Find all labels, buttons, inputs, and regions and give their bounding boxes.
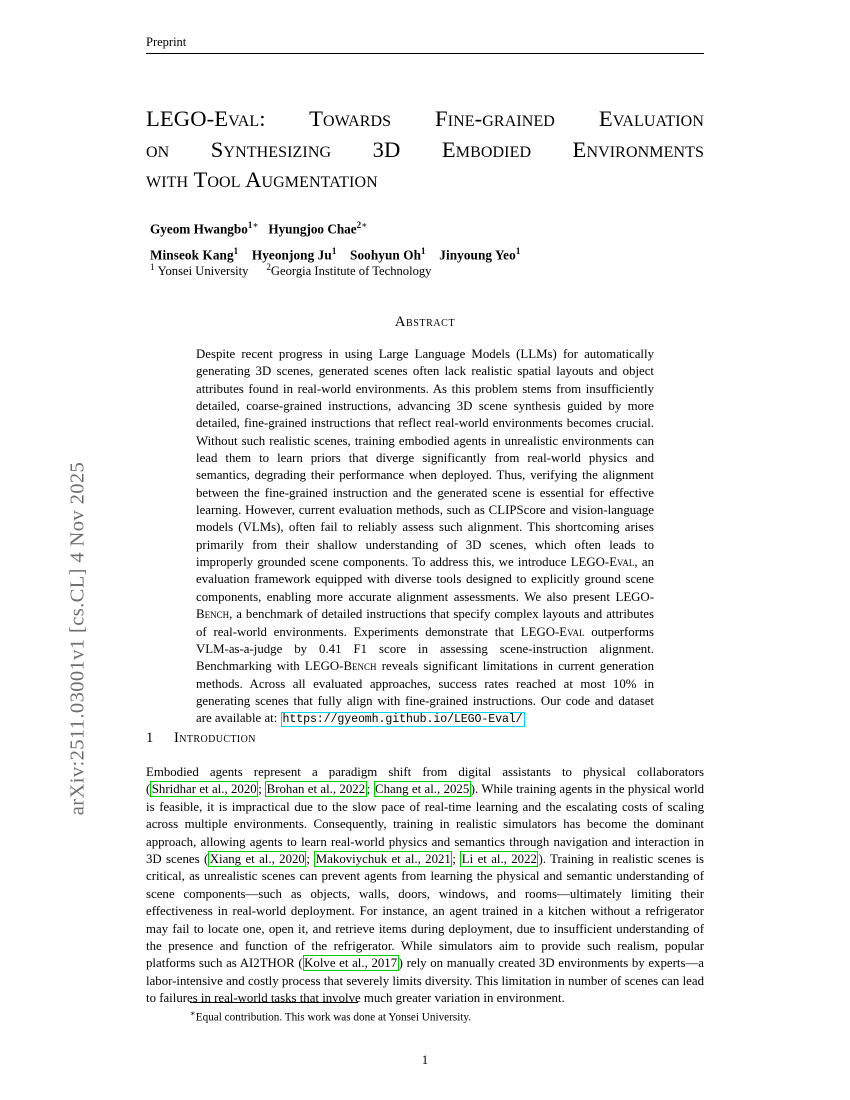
citation-separator: ;	[258, 782, 266, 797]
project-url-link[interactable]: https://gyeomh.github.io/LEGO-Eval/	[282, 713, 523, 727]
body-text-part: ) rely on manually created 3D environments by experts—a labor-intensive and costly process that severely limits diversity. This limitation in number of scenes can lead to failures in real-world tasks that involve much greater variation in environment.	[146, 956, 704, 1006]
page-number: 1	[421, 1053, 429, 1067]
title-line-2: on Synthesizing 3D Embodied Environments	[146, 136, 704, 162]
abstract-heading: Abstract	[394, 314, 456, 330]
citation-link[interactable]: Brohan et al., 2022	[266, 782, 366, 797]
author-name: Minseok Kang	[150, 247, 234, 263]
author-star-marker: ∗	[252, 220, 259, 230]
affiliation-list	[150, 258, 704, 280]
citation-link[interactable]: Shridhar et al., 2020	[151, 782, 257, 797]
abstract-text-part: reveals significant limitations in current generation methods. Across all evaluated approaches, success rates reached at most 10% in generating scenes that fully align with fine-grained instructions. Our code and dataset are available at:	[196, 659, 654, 726]
page-title	[146, 104, 704, 196]
author-name: Soohyun Oh	[350, 247, 422, 263]
body-text-part: ). While training agents in the physical world is feasible, it is impractical due to the slow pace of real-time learning and the escalating costs of scaling across multiple environments. Consequently, training in realistic simulators has become the dominant approach, allowing agents to learn real-world physics and semantics through navigation and interaction in 3D scenes (	[146, 782, 705, 867]
footnote-marker: ∗	[190, 1008, 196, 1018]
benchmark-name: LEGO-Bench	[304, 659, 377, 674]
citation-separator: ;	[452, 852, 461, 867]
citation-link[interactable]: Chang et al., 2025	[375, 782, 470, 797]
affiliation-marker: 1	[150, 262, 155, 272]
author-affil-marker: 1	[515, 246, 521, 257]
author-name: Hyeonjong Ju	[251, 247, 332, 263]
abstract-text-part: outperforms VLM-as-a-judge by 0.41 F1 score in assessing scene-instruction alignment. Benchmarking with	[196, 624, 654, 674]
paper-page	[146, 0, 704, 1100]
citation-link[interactable]: Kolve et al., 2017	[304, 956, 398, 971]
title-line-1: LEGO-Eval: Towards Fine-grained Evaluation	[146, 106, 704, 131]
abstract-body	[196, 346, 654, 729]
section-heading-introduction	[146, 730, 704, 747]
citation-separator: ;	[366, 782, 374, 797]
author-star-marker: ∗	[361, 220, 368, 230]
arxiv-stamp: arXiv:2511.03001v1 [cs.CL] 4 Nov 2025	[66, 461, 89, 816]
citation-link[interactable]: Xiang et al., 2020	[209, 852, 305, 867]
affiliation-name: Georgia Institute of Technology	[270, 264, 432, 279]
affiliation-marker: 2	[266, 262, 271, 272]
affiliation-name: Yonsei University	[157, 264, 249, 279]
section-title: Introduction	[174, 730, 256, 746]
citation-link[interactable]: Li et al., 2022	[461, 852, 537, 867]
author-row-1	[150, 214, 704, 240]
author-affil-marker: 1	[247, 220, 253, 230]
running-head	[146, 36, 704, 54]
abstract-text-part: , an evaluation framework equipped with diverse tools designed to explicitly ground scene components, enabling more accurate alignment assessments. We also present	[196, 555, 654, 604]
title-line-3: with Tool Augmentation	[146, 167, 378, 192]
author-affil-marker: 2	[356, 220, 362, 230]
citation-link[interactable]: Makoviychuk et al., 2021	[315, 852, 451, 867]
method-name: LEGO-Eval	[520, 624, 585, 639]
abstract-text-part: , a benchmark of detailed instructions that specify complex layouts and attributes of real-world environments. Experiments demonstrate that	[196, 607, 654, 639]
introduction-paragraph	[146, 764, 704, 1008]
method-name: LEGO-Eval	[570, 555, 635, 570]
author-affil-marker: 1	[421, 246, 426, 257]
footnote	[190, 1006, 704, 1026]
running-head-rule	[146, 53, 704, 54]
author-name: Hyungjoo Chae	[268, 221, 357, 237]
author-name: Jinyoung Yeo	[439, 247, 516, 263]
author-name: Gyeom Hwangbo	[150, 221, 248, 237]
citation-separator: ;	[306, 852, 315, 867]
body-text-part: Embodied agents represent a paradigm shift from digital assistants to physical collaborators (	[146, 765, 704, 797]
benchmark-name: LEGO-Bench	[196, 589, 654, 622]
abstract-text-part: Despite recent progress in using Large Language Models (LLMs) for automatically generating 3D scenes, generated scenes often lack realistic spatial layouts and object attributes found in real-world environments. As this problem stems from insufficiently detailed, coarse-grained instructions, advancing 3D scene synthesis guided by more detailed, fine-grained instructions that reflect real-world environments becomes crucial. Without such realistic scenes, training embodied agents in unrealistic environments can lead them to learn priors that diverge significantly from real-world physics and semantics, degrading their performance when deployed. Thus, verifying the alignment between the fine-grained instruction and the generated scene is essential for effective learning. However, current evaluation methods, such as CLIPScore and vision-language models (VLMs), often fail to reliably assess such alignment. This shortcoming arises primarily from their shallow understanding of 3D scenes, which often leads to improperly grounded scene components. To address this, we introduce	[196, 347, 654, 570]
body-text-part: ). Training in realistic scenes is critical, as unrealistic scenes can prevent agents from learning the physical and semantic understanding of scene components—such as objects, walls, doors, windows, and rooms—ultimately limiting their effectiveness in real-world deployment. For instance, an agent trained in a kitchen without a refrigerator may fail to locate one, open it, and retrieve items during deployment, due to insufficient understanding of the presence and function of the refrigerator. While simulators aim to provide such realism, popular platforms such as AI2THOR (	[146, 852, 705, 971]
author-affil-marker: 1	[233, 246, 239, 257]
author-affil-marker: 1	[331, 246, 337, 257]
running-head-label: Preprint	[146, 35, 187, 49]
section-number: 1	[146, 730, 154, 746]
footnote-rule	[190, 1002, 358, 1003]
footnote-text: Equal contribution. This work was done at Yonsei University.	[195, 1011, 472, 1024]
